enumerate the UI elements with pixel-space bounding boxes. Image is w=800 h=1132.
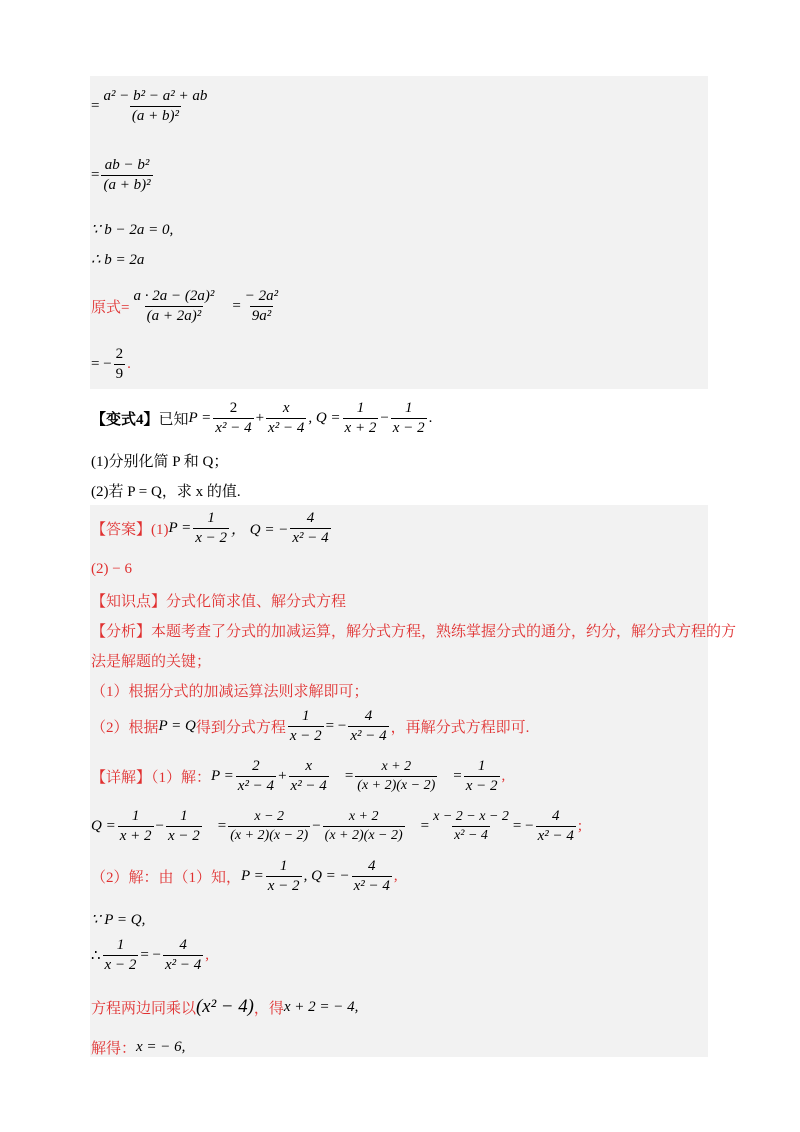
denominator: x − 2 [167,828,200,845]
fraction [536,808,576,846]
p-label: P = [168,520,192,537]
minus-sign: − [312,818,321,835]
numerator: − 2a² [244,288,279,304]
period: . [127,356,131,373]
fraction [118,808,154,846]
solution: x = − 6, [136,1039,186,1055]
period: . [428,410,433,427]
original-label: 原式= [91,300,130,317]
denominator: x² − 4 [268,420,305,437]
numerator: 1 [356,400,365,416]
fraction [464,758,500,796]
therefore-symbol: ∴ [91,948,101,965]
p-equals-q: P = Q [158,718,196,735]
fraction [431,809,511,844]
denominator: x² − 4 [215,420,252,437]
equals: = [232,298,241,315]
step2-line [91,157,155,195]
denominator: x − 2 [267,878,300,895]
p-label: P = [188,410,212,427]
equals-minus: = − [512,818,534,835]
q-label: , Q = − [303,868,350,885]
plus-sign: + [278,768,287,785]
equals-minus: = − [91,356,112,373]
multiplier: (x² − 4) [196,996,254,1018]
detail-multiply [91,997,358,1018]
fraction [236,758,276,796]
fraction [101,157,152,195]
equals: = [217,818,227,835]
numerator: x [282,400,290,416]
fraction [343,400,379,438]
denominator: x² − 4 [350,728,387,745]
analysis-text: 得到分式方程 [195,720,286,737]
knowledge-text: 【知识点】分式化简求值、解分式方程 [91,594,347,610]
denominator: x² − 4 [454,828,488,844]
fraction [348,708,388,746]
denominator: x + 2 [119,828,152,845]
numerator: x [305,758,312,774]
part2-text: (2)若 P = Q，求 x 的值. [91,484,241,500]
semicolon: ; [577,818,583,835]
detail-therefore [91,937,209,975]
denominator: x − 2 [392,420,425,437]
p-label: P = [211,768,234,785]
equals-minus: = − [140,947,161,964]
answer-line [91,510,333,548]
detail-solve [91,1037,185,1058]
equals: = [453,768,462,785]
q-label: ， Q = − [231,522,289,539]
denominator: x − 2 [465,778,498,795]
fraction [131,288,216,326]
problem-part1 [91,450,228,471]
denominator: (a + 2a)² [146,308,202,325]
because-text: ∵ P = Q, [91,912,146,928]
equation: x + 2 = − 4, [283,999,359,1015]
fraction [290,510,330,548]
plus-sign: + [255,410,265,427]
therefore-text: ∴ b = 2a [91,252,145,268]
denominator: x² − 4 [292,530,329,547]
fraction [266,858,302,896]
denominator: x² − 4 [353,878,390,895]
fraction [289,758,329,796]
denominator: x − 2 [289,728,322,745]
denominator: (a + b)² [103,177,151,194]
denominator: (x + 2)(x − 2) [230,828,309,844]
detail-label: 【详解】（1）解： [91,770,212,787]
equals: = [344,768,354,785]
fraction [228,809,310,844]
fraction [266,400,306,438]
numerator: 4 [551,808,560,824]
denominator: x² − 4 [290,778,327,795]
comma: , [205,947,210,964]
denominator: x² − 4 [537,828,574,845]
equals-minus: = − [325,718,347,735]
fraction [193,510,229,548]
fraction [213,400,253,438]
denominator: 9 [115,366,124,383]
fraction [114,346,126,384]
numerator: 2 [115,346,124,362]
denominator: x − 2 [104,957,137,974]
numerator: 1 [279,858,288,874]
numerator: 2 [229,400,238,416]
detail-text: （2）解：由（1）知， [91,870,242,887]
numerator: 1 [404,400,413,416]
answer-part2-text: (2) − 6 [91,561,132,577]
numerator: 1 [180,808,188,824]
q-label: Q = [91,818,116,835]
q-label: , Q = [308,410,341,427]
numerator: 4 [306,510,315,526]
numerator: 1 [302,708,310,724]
fraction [163,937,203,975]
numerator: 1 [131,808,140,824]
analysis-line-1 [91,620,736,641]
denominator: x² − 4 [237,778,275,795]
final-result-line [91,346,131,384]
analysis-line-4 [91,708,529,746]
analysis-text: （2）根据 [91,720,159,737]
problem-part2 [91,480,241,501]
analysis-text: ，再解分式方程即可. [390,720,530,737]
because-line [91,220,173,239]
because-text: ∵ b − 2a = 0, [91,222,174,238]
numerator: a · 2a − (2a)² [133,288,215,304]
fraction [101,88,209,126]
numerator: 4 [179,937,187,953]
fraction [352,858,392,896]
detail-text: 解得： [91,1041,137,1057]
equals: = [91,167,100,184]
fraction [243,288,280,326]
numerator: 1 [207,510,215,526]
therefore-line [91,250,144,269]
analysis-text: 法是解题的关键； [91,654,212,670]
denominator: x − 2 [195,530,228,547]
fraction [288,708,324,746]
problem-intro: 已知 [158,412,189,429]
denominator: (x + 2)(x − 2) [324,828,403,844]
comma: , [501,768,506,785]
equals: = [91,98,100,115]
answer-label: 【答案】(1) [91,522,169,539]
analysis-line-2 [91,650,211,671]
answer-part2 [91,561,132,578]
denominator: x² − 4 [165,957,202,974]
knowledge-line [91,590,346,611]
p-label: P = [241,868,264,885]
numerator: 1 [116,937,125,953]
step1-line [91,88,211,126]
fraction [355,759,437,794]
detail-text: ，得 [253,1001,284,1017]
problem-line [91,400,432,438]
analysis-text: （1）根据分式的加减运算法则求解即可； [91,684,369,700]
numerator: x − 2 [254,809,285,825]
analysis-text: 【分析】本题考查了分式的加减运算，解分式方程，熟练掌握分式的通分，约分，解分式方程的方 [91,624,737,640]
denominator: 9a² [251,308,272,325]
minus-sign: − [155,818,164,835]
original-expression-line [91,288,282,326]
numerator: ab − b² [104,157,150,173]
part1-text: (1)分别化简 P 和 Q； [91,454,229,470]
detail-because [91,910,145,929]
equals: = [420,818,430,835]
detail-line-2 [91,808,582,846]
fraction [103,937,139,975]
fraction [323,809,405,844]
denominator: (x + 2)(x − 2) [357,778,436,794]
numerator: 4 [368,858,376,874]
problem-tag: 【变式4】 [91,412,159,429]
detail-text: 方程两边同乘以 [91,1001,197,1017]
numerator: x + 2 [381,759,412,775]
detail-line-1 [91,758,505,796]
comma: , [393,868,398,885]
numerator: 2 [252,758,260,774]
analysis-line-3 [91,680,369,701]
numerator: 1 [477,758,486,774]
numerator: x − 2 − x − 2 [433,809,509,825]
detail-line-3 [91,858,398,896]
fraction [391,400,427,438]
denominator: x + 2 [344,420,377,437]
numerator: 4 [364,708,373,724]
fraction [166,808,202,846]
minus-sign: − [380,410,389,427]
numerator: a² − b² − a² + ab [103,88,208,104]
denominator: (a + b)² [131,108,179,125]
numerator: x + 2 [348,809,379,825]
